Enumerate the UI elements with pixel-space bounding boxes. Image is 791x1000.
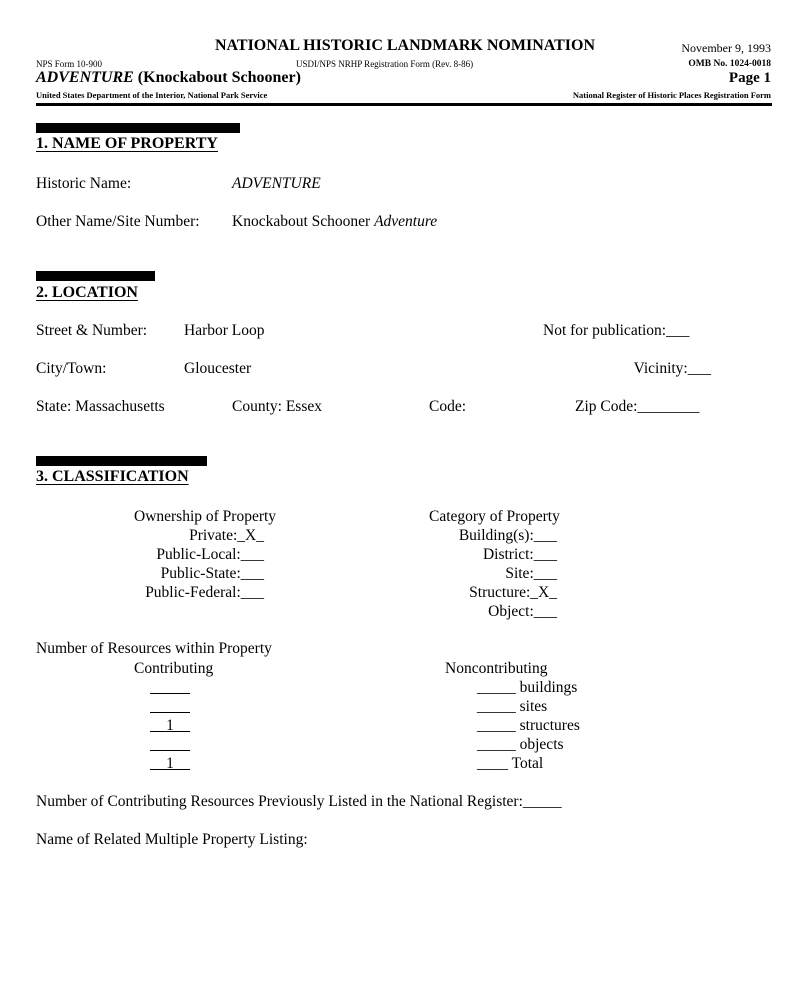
category-object: Object:___: [488, 603, 557, 620]
category-buildings: Building(s):___: [458, 527, 557, 544]
ownership-public-federal: Public-Federal:___: [145, 584, 264, 601]
noncontributing-label: Noncontributing: [445, 660, 548, 677]
contributing-structures: [150, 717, 190, 735]
ownership-title: Ownership of Property: [134, 508, 277, 525]
zip-code: Zip Code:________: [575, 398, 700, 415]
section3-bar: [36, 456, 207, 466]
other-name-value: [232, 213, 437, 231]
city-value: Gloucester: [184, 360, 252, 377]
register-form-label: National Register of Historic Places Registration Form: [572, 90, 771, 100]
contributing-buildings: [150, 679, 190, 699]
multiple-property-listing: Name of Related Multiple Property Listing:: [36, 831, 308, 848]
contributing-sites: [150, 698, 190, 718]
contributing-total-value: 1: [150, 755, 190, 770]
street-label: Street & Number:: [36, 322, 148, 339]
form-title: NATIONAL HISTORIC LANDMARK NOMINATION: [214, 37, 596, 54]
noncontributing-objects: _____ objects: [477, 736, 564, 753]
contributing-total: [150, 755, 190, 773]
other-name-label: Other Name/Site Number:: [36, 213, 200, 230]
category-district: District:___: [482, 546, 557, 563]
code: Code:: [429, 398, 467, 415]
form-number: NPS Form 10-900: [36, 59, 103, 69]
section2-bar: [36, 271, 155, 281]
contributing-objects-value: [150, 736, 190, 751]
omb-number: OMB No. 1024-0018: [688, 59, 771, 69]
noncontributing-structures: _____ structures: [477, 717, 580, 734]
resources-title: Number of Resources within Property: [36, 640, 272, 657]
department-label: United States Department of the Interior, National Park Service: [36, 90, 268, 100]
section1-bar: [36, 123, 240, 133]
contributing-structures-value: 1: [150, 717, 190, 732]
state: State: Massachusetts: [36, 398, 165, 415]
property-name-italic: ADVENTURE: [36, 69, 134, 86]
category-site: Site:___: [505, 565, 557, 582]
form-date: November 9, 1993: [681, 41, 771, 55]
historic-name-value: [232, 175, 321, 193]
historic-name-text: ADVENTURE: [232, 175, 321, 192]
page-number: Page 1: [728, 70, 771, 86]
previously-listed: Number of Contributing Resources Previously Listed in the National Register:_____: [36, 793, 562, 810]
other-name-italic: Adventure: [374, 213, 438, 230]
section2-heading: 2. LOCATION: [36, 284, 138, 301]
category-structure: Structure:_X_: [469, 584, 557, 601]
contributing-sites-value: [150, 698, 190, 713]
noncontributing-total: ____ Total: [477, 755, 544, 772]
contributing-buildings-value: [150, 679, 190, 694]
property-name-rest: (Knockabout Schooner): [133, 69, 301, 86]
section1-heading: 1. NAME OF PROPERTY: [36, 135, 218, 152]
section3-heading: 3. CLASSIFICATION: [36, 468, 189, 485]
contributing-label: Contributing: [134, 660, 214, 677]
contributing-objects: [150, 736, 190, 756]
historic-name-label: Historic Name:: [36, 175, 132, 192]
noncontributing-sites: _____ sites: [477, 698, 548, 715]
category-title: Category of Property: [429, 508, 560, 525]
registration-form-label: USDI/NPS NRHP Registration Form (Rev. 8-86): [296, 59, 474, 69]
vicinity: Vicinity:___: [633, 360, 711, 377]
header-rule: [36, 103, 772, 106]
property-name-header: [36, 69, 301, 87]
street-value: Harbor Loop: [184, 322, 265, 339]
other-name-plain: Knockabout Schooner: [232, 213, 375, 230]
county: County: Essex: [232, 398, 322, 415]
ownership-private: Private:_X_: [189, 527, 264, 544]
ownership-public-local: Public-Local:___: [156, 546, 264, 563]
noncontributing-buildings: _____ buildings: [477, 679, 578, 696]
city-label: City/Town:: [36, 360, 107, 377]
not-for-publication: Not for publication:___: [543, 322, 690, 339]
ownership-public-state: Public-State:___: [160, 565, 264, 582]
